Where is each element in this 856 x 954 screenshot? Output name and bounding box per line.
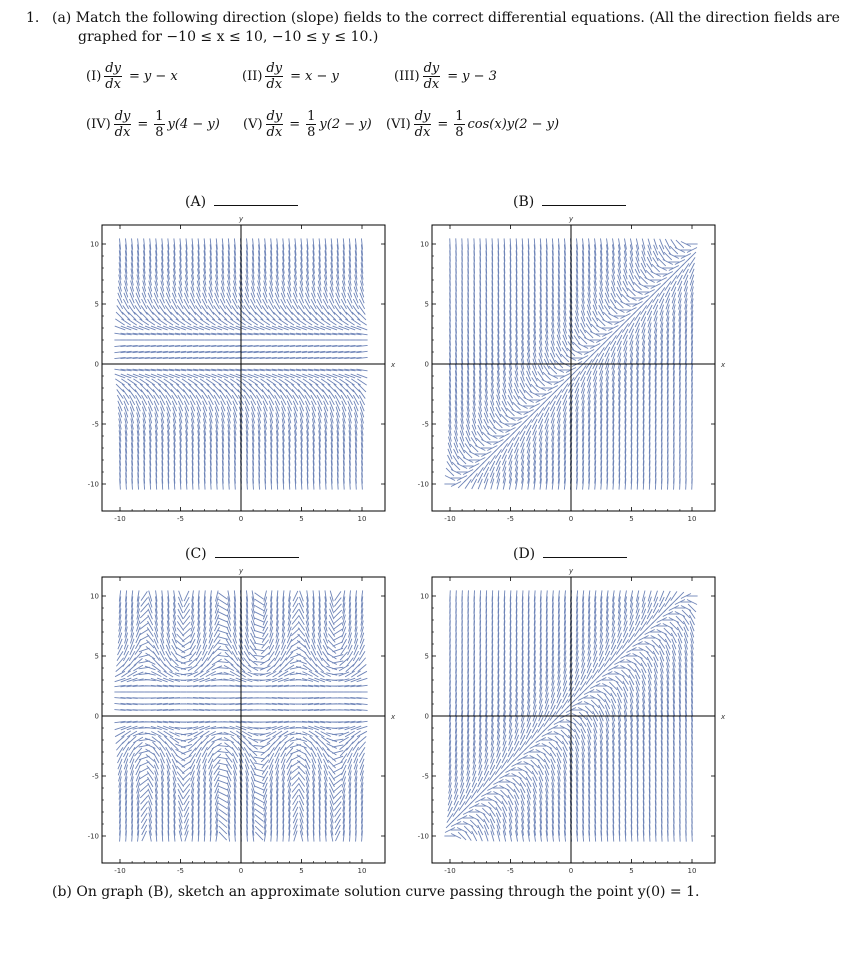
slope-segment — [254, 326, 264, 330]
slope-segment — [218, 797, 228, 802]
slope-segment — [474, 238, 475, 249]
equals: = — [437, 117, 449, 132]
slope-segment — [314, 726, 325, 730]
slope-segment — [217, 643, 228, 645]
slope-segment — [345, 326, 355, 330]
slope-segment — [676, 240, 684, 248]
slope-segment — [218, 612, 228, 617]
slope-segment — [579, 336, 587, 344]
slope-segment — [145, 374, 155, 378]
slope-segment — [218, 815, 227, 822]
slope-segment — [609, 306, 617, 314]
slope-segment — [151, 374, 161, 378]
slope-segment — [224, 326, 234, 330]
frac-num: dy — [266, 109, 283, 124]
slope-segment — [146, 749, 155, 755]
slope-segment — [187, 374, 197, 378]
slope-segment — [297, 755, 306, 761]
slope-segment — [255, 593, 264, 599]
slope-segment — [537, 378, 545, 386]
slope-segment — [345, 374, 355, 378]
equation-label: (III) — [394, 69, 420, 84]
slope-segment — [585, 330, 593, 338]
slope-segment — [217, 763, 228, 765]
slope-segment — [327, 374, 337, 378]
equation-4 — [86, 110, 220, 139]
x-tick-label: 10 — [357, 515, 367, 523]
slope-segment — [175, 660, 185, 664]
answer-blank[interactable] — [543, 545, 627, 558]
slope-segment — [181, 750, 191, 754]
x-tick-label: 0 — [238, 515, 244, 523]
equals: = — [289, 117, 301, 132]
slope-segment — [217, 649, 228, 651]
y-tick-label: 10 — [90, 240, 99, 249]
equation-label: (VI) — [386, 117, 411, 132]
slope-segment — [591, 324, 599, 332]
slope-segment — [260, 374, 270, 378]
slope-segment — [199, 678, 210, 682]
slope-segment — [176, 755, 185, 761]
slope-segment — [116, 658, 123, 667]
slope-segment — [230, 326, 240, 330]
slope-segment — [157, 678, 168, 682]
slope-segment — [207, 742, 214, 750]
slope-segment — [446, 468, 454, 476]
slope-segment — [254, 769, 265, 772]
y-tick-label: 10 — [420, 240, 429, 249]
slope-segment — [507, 408, 515, 416]
slope-segment — [351, 326, 361, 330]
equation-6 — [386, 110, 559, 139]
slope-segment — [175, 374, 185, 378]
slope-segment — [573, 342, 581, 350]
slope-segment — [488, 426, 496, 434]
answer-blank[interactable] — [214, 193, 298, 206]
slope-segment — [242, 326, 252, 330]
slope-segment — [615, 300, 623, 308]
slope-segment — [248, 326, 258, 330]
frac-num: dy — [414, 109, 431, 124]
slope-segment — [458, 456, 466, 464]
slope-segment — [254, 618, 264, 622]
y-tick-label: -10 — [87, 480, 99, 489]
equals: = — [290, 69, 301, 84]
slope-segment — [157, 326, 167, 330]
coef-num: 1 — [155, 109, 164, 124]
slope-segment — [254, 374, 264, 378]
x-tick-label: 5 — [299, 515, 304, 523]
slope-segment — [628, 288, 636, 296]
slope-segment — [181, 739, 192, 741]
slope-segment — [217, 637, 228, 640]
slope-segment — [296, 326, 306, 330]
slope-segment — [151, 326, 161, 330]
slope-segment — [634, 282, 642, 290]
frac-den: dx — [266, 77, 283, 92]
slope-segment — [452, 462, 460, 470]
slope-segment — [254, 661, 265, 662]
slope-segment — [217, 655, 228, 656]
frac-den: dx — [423, 77, 440, 92]
slope-segment — [169, 374, 179, 378]
slope-segment — [175, 744, 185, 748]
coef-den: 8 — [155, 125, 164, 140]
slope-segment — [121, 374, 131, 378]
slope-segment — [333, 326, 343, 330]
equals: = — [447, 69, 459, 84]
slope-segment — [296, 660, 306, 664]
direction-field-b — [410, 208, 740, 524]
slope-segment — [217, 751, 228, 752]
slope-segment — [218, 803, 227, 809]
equals: = — [137, 117, 149, 132]
slope-segment — [470, 444, 478, 452]
slope-segment — [230, 374, 240, 378]
slope-segment — [268, 658, 275, 666]
equation-rhs: y − x — [143, 69, 178, 84]
slope-segment — [254, 668, 265, 669]
slope-segment — [206, 374, 216, 378]
slope-segment — [296, 744, 306, 748]
slope-segment — [278, 374, 288, 378]
slope-segment — [549, 366, 557, 374]
slope-segment — [272, 326, 282, 330]
slope-segment — [297, 653, 307, 658]
y-tick-label: 5 — [94, 300, 99, 309]
y-tick-label: 0 — [424, 360, 429, 369]
frac-den: dx — [105, 77, 121, 92]
slope-segment — [133, 374, 143, 378]
slope-segment — [314, 374, 324, 378]
part-a-line2: graphed for −10 ≤ x ≤ 10, −10 ≤ y ≤ 10.) — [78, 29, 379, 45]
frac-num: dy — [114, 109, 131, 124]
frac-den: dx — [114, 125, 131, 140]
slope-segment — [189, 748, 196, 757]
equation-2 — [242, 62, 339, 91]
slope-segment — [139, 773, 148, 779]
slope-segment — [115, 374, 125, 378]
x-tick-label: 10 — [687, 515, 697, 523]
x-tick-label: -5 — [177, 515, 184, 523]
slope-segment — [139, 374, 149, 378]
question-number: 1. — [26, 10, 40, 26]
slope-segment — [181, 660, 192, 663]
slope-segment — [181, 374, 191, 378]
slope-segment — [664, 252, 672, 260]
slope-segment — [169, 326, 179, 330]
slope-segment — [224, 374, 234, 378]
slope-segment — [218, 786, 228, 790]
slope-segment — [121, 326, 131, 330]
slope-segment — [351, 374, 361, 378]
slope-segment — [290, 374, 300, 378]
slope-segment — [199, 326, 209, 330]
slope-segment — [254, 605, 264, 610]
slope-segment — [646, 270, 654, 278]
slope-segment — [248, 374, 258, 378]
frac-num: dy — [105, 61, 121, 76]
slope-segment — [314, 678, 325, 682]
slope-segment — [284, 326, 294, 330]
slope-segment — [145, 326, 155, 330]
y-tick-label: -10 — [417, 480, 429, 489]
slope-segment — [217, 668, 228, 669]
slope-segment — [456, 238, 457, 249]
x-tick-label: 0 — [568, 515, 574, 523]
part-a-text: Match the following direction (slope) fields to the correct differential equations. (All the direction fields are — [75, 10, 840, 26]
slope-segment — [217, 757, 228, 759]
slope-segment — [597, 318, 605, 326]
equation-label: (IV) — [86, 117, 111, 132]
slope-segment — [513, 402, 521, 410]
slope-segment — [339, 374, 349, 378]
slope-segment — [181, 744, 192, 747]
slope-segment — [163, 326, 173, 330]
slope-segment — [254, 745, 265, 746]
slope-segment — [163, 374, 173, 378]
x-axis-letter: x — [391, 361, 396, 369]
direction-field-a — [80, 208, 410, 524]
slope-segment — [217, 674, 228, 675]
x-tick-label: -5 — [507, 515, 514, 523]
slope-segment — [254, 751, 265, 752]
slope-segment — [494, 420, 502, 428]
slope-segment — [139, 326, 149, 330]
slope-segment — [175, 326, 185, 330]
slope-segment — [121, 726, 132, 730]
slope-segment — [464, 450, 472, 458]
slope-segment — [146, 653, 155, 659]
graph-label-text: (A) — [185, 194, 207, 210]
slope-segment — [290, 326, 300, 330]
frac-num: dy — [266, 61, 283, 76]
slope-segment — [254, 797, 264, 802]
slope-segment — [357, 326, 367, 330]
equation-rhs: y − 3 — [462, 69, 497, 84]
slope-segment — [670, 246, 678, 254]
y-tick-label: 5 — [424, 300, 429, 309]
slope-segment — [320, 326, 330, 330]
direction-field-c — [80, 560, 410, 876]
part-a-line1 — [52, 9, 840, 27]
slope-segment — [254, 649, 265, 651]
slope-segment — [284, 374, 294, 378]
slope-segment — [217, 661, 228, 662]
slope-segment — [333, 374, 343, 378]
frac-num: dy — [423, 61, 440, 76]
slope-segment — [291, 635, 300, 642]
y-axis-letter: y — [239, 215, 244, 223]
slope-segment — [255, 809, 264, 815]
slope-segment — [176, 749, 186, 754]
slope-segment — [272, 678, 283, 682]
slope-segment — [320, 374, 330, 378]
slope-segment — [139, 642, 149, 646]
slope-segment — [254, 763, 265, 765]
slope-segment — [314, 326, 324, 330]
slope-segment — [254, 643, 265, 645]
equation-rhs: y(2 − y) — [319, 117, 372, 132]
slope-segment — [133, 326, 143, 330]
slope-segment — [468, 238, 469, 249]
slope-segment — [296, 374, 306, 378]
slope-segment — [127, 326, 137, 330]
slope-segment — [339, 326, 349, 330]
slope-segment — [260, 326, 270, 330]
answer-blank[interactable] — [215, 545, 299, 558]
slope-segment — [189, 652, 196, 661]
equation-rhs: y(4 − y) — [167, 117, 220, 132]
slope-segment — [308, 374, 318, 378]
equation-label: (V) — [243, 117, 263, 132]
slope-segment — [476, 438, 484, 446]
slope-segment — [115, 326, 125, 330]
equation-rhs: x − y — [305, 69, 339, 84]
slope-segment — [176, 653, 186, 658]
equation-5 — [243, 110, 372, 139]
coef-num: 1 — [307, 109, 316, 124]
slope-segment — [302, 326, 312, 330]
equation-3 — [394, 62, 497, 91]
y-tick-label: 0 — [94, 360, 99, 369]
graph-label-text: (D) — [513, 546, 536, 562]
slope-segment — [688, 252, 696, 260]
slope-segment — [266, 326, 276, 330]
slope-segment — [621, 294, 629, 302]
slope-segment — [139, 635, 149, 640]
equals: = — [128, 69, 140, 84]
graph-label-text: (C) — [185, 546, 207, 562]
slope-segment — [139, 756, 150, 760]
slope-segment — [218, 593, 227, 599]
slope-segment — [272, 726, 283, 730]
slope-segment — [254, 740, 265, 741]
slope-segment — [140, 779, 149, 786]
slope-segment — [286, 652, 293, 661]
slope-segment — [357, 374, 367, 378]
slope-segment — [278, 326, 288, 330]
slope-segment — [139, 648, 150, 652]
slope-segment — [157, 726, 168, 730]
slope-segment — [254, 624, 265, 628]
slope-segment — [218, 605, 228, 610]
y-tick-label: -5 — [422, 420, 429, 429]
slope-segment — [254, 792, 264, 797]
x-tick-label: -10 — [444, 515, 456, 523]
slope-segment — [187, 326, 197, 330]
equation-rhs: cos(x)y(2 − y) — [467, 117, 560, 132]
slope-segment — [218, 809, 227, 815]
slope-segment — [531, 384, 539, 392]
coef-den: 8 — [455, 125, 464, 140]
coef-den: 8 — [307, 125, 316, 140]
slope-segment — [218, 599, 227, 605]
x-axis-letter: x — [721, 361, 726, 369]
slope-segment — [242, 374, 252, 378]
slope-segment — [254, 774, 265, 777]
slope-segment — [193, 374, 203, 378]
slope-segment — [450, 238, 451, 249]
slope-segment — [480, 238, 481, 249]
frac-den: dx — [414, 125, 431, 140]
slope-segment — [217, 740, 228, 741]
slope-segment — [199, 726, 210, 730]
slope-segment — [254, 655, 265, 656]
slope-segment — [482, 432, 490, 440]
slope-segment — [217, 745, 228, 746]
slope-segment — [286, 748, 293, 757]
slope-segment — [212, 326, 222, 330]
slope-segment — [327, 326, 337, 330]
equation-1 — [86, 62, 178, 91]
slope-segment — [254, 757, 265, 759]
slope-segment — [302, 374, 312, 378]
answer-blank[interactable] — [542, 193, 626, 206]
slope-segment — [182, 641, 191, 647]
slope-segment — [500, 414, 508, 422]
x-tick-label: -10 — [114, 515, 126, 523]
slope-segment — [640, 276, 648, 284]
slope-segment — [272, 374, 282, 378]
slope-segment — [266, 374, 276, 378]
slope-segment — [255, 815, 264, 822]
x-tick-label: 5 — [629, 515, 634, 523]
equation-label: (I) — [86, 69, 102, 84]
slope-segment — [462, 238, 463, 249]
slope-segment — [182, 755, 192, 760]
slope-segment — [181, 326, 191, 330]
slope-segment — [658, 258, 666, 266]
slope-segment — [543, 372, 551, 380]
part-a-label: (a) — [52, 10, 72, 26]
slope-segment — [218, 326, 228, 330]
slope-segment — [519, 396, 527, 404]
slope-segment — [561, 354, 569, 362]
slope-segment — [308, 326, 318, 330]
slope-segment — [254, 599, 263, 605]
graph-label-text: (B) — [513, 194, 535, 210]
slope-segment — [182, 767, 191, 774]
slope-segment — [212, 374, 222, 378]
coef-num: 1 — [455, 109, 464, 124]
slope-segment — [218, 792, 228, 797]
slope-segment — [218, 374, 228, 378]
slope-segment — [652, 264, 660, 272]
slope-segment — [139, 762, 149, 766]
y-axis-letter: y — [569, 215, 574, 223]
equation-label: (II) — [242, 69, 263, 84]
slope-segment — [176, 647, 185, 653]
slope-segment — [181, 667, 192, 669]
slope-segment — [127, 374, 137, 378]
slope-segment — [254, 803, 263, 809]
slope-segment — [157, 374, 167, 378]
slope-segment — [199, 374, 209, 378]
slope-segment — [145, 660, 155, 665]
slope-segment — [121, 678, 132, 682]
slope-segment — [525, 390, 533, 398]
slope-segment — [218, 780, 229, 784]
frac-den: dx — [266, 125, 283, 140]
slope-segment — [603, 312, 611, 320]
slope-segment — [206, 326, 216, 330]
y-tick-label: -5 — [92, 420, 99, 429]
slope-segment — [193, 326, 203, 330]
slope-segment — [217, 734, 228, 735]
slope-segment — [254, 612, 264, 617]
